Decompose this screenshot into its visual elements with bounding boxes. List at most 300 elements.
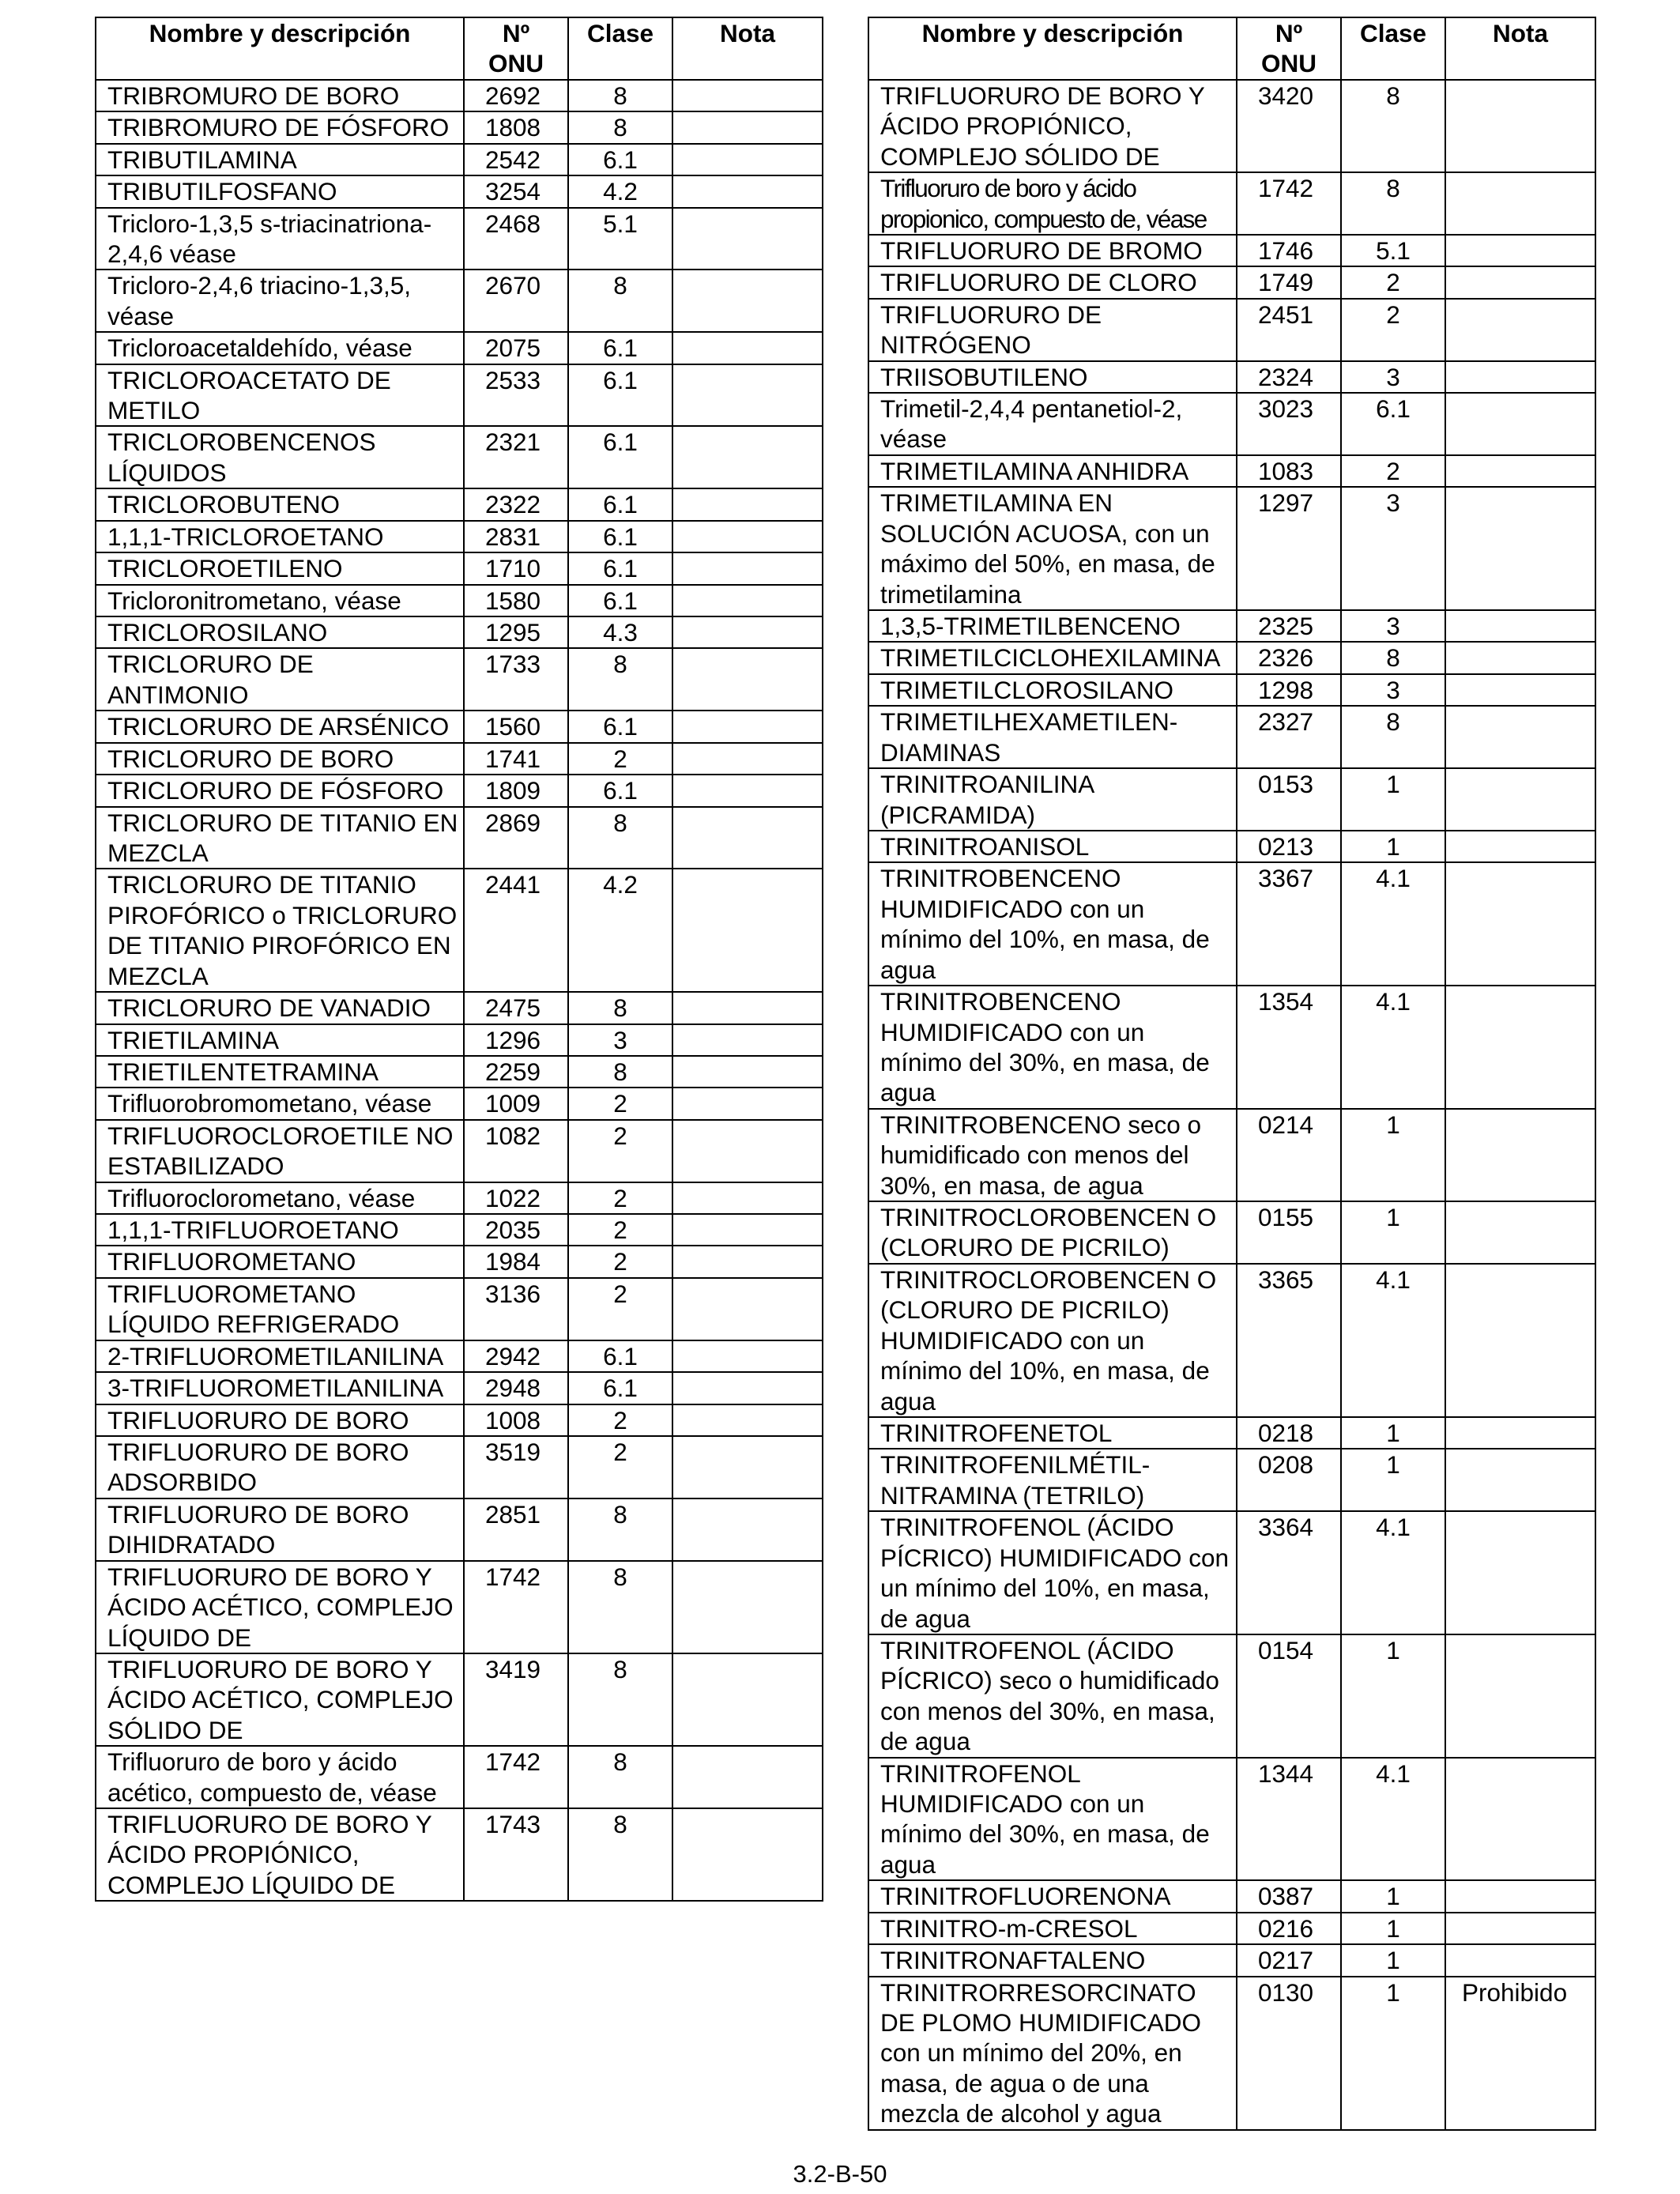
note-cell xyxy=(672,80,823,111)
header-nota: Nota xyxy=(672,17,823,80)
table-row xyxy=(96,1056,823,1088)
un-number-cell: 0153 xyxy=(1237,768,1341,831)
table-row xyxy=(868,80,1595,172)
un-number-cell: 2948 xyxy=(464,1372,568,1404)
hazard-class-cell: 1 xyxy=(1341,1201,1445,1264)
un-number-cell: 2692 xyxy=(464,80,568,111)
note-cell xyxy=(672,1561,823,1653)
substance-name-cell: TRIMETILCICLOHEXILAMINA xyxy=(868,642,1237,673)
table-row xyxy=(868,1634,1595,1758)
substance-name-cell: TRINITRONAFTALENO xyxy=(868,1944,1237,1976)
substance-name-cell: TRINITROFLUORENONA xyxy=(868,1880,1237,1912)
hazard-class-cell: 3 xyxy=(1341,674,1445,706)
un-number-cell: 2321 xyxy=(464,426,568,488)
table-row xyxy=(868,862,1595,986)
table-row xyxy=(868,610,1595,642)
hazard-class-cell: 3 xyxy=(568,1024,672,1056)
substance-name-cell: TRIFLUORURO DE BORO xyxy=(96,1404,464,1436)
table-header-row xyxy=(96,17,823,80)
table-row xyxy=(96,80,823,111)
un-number-cell: 1742 xyxy=(464,1561,568,1653)
note-cell xyxy=(1445,1417,1595,1449)
table-row xyxy=(868,1758,1595,1881)
un-number-cell: 0217 xyxy=(1237,1944,1341,1976)
hazard-class-cell: 1 xyxy=(1341,1977,1445,2130)
un-number-cell: 2475 xyxy=(464,992,568,1023)
hazard-class-cell: 6.1 xyxy=(568,364,672,427)
note-cell xyxy=(672,1498,823,1561)
note-cell xyxy=(672,111,823,143)
table-row xyxy=(96,616,823,648)
table-header-row xyxy=(868,17,1595,80)
table-row xyxy=(868,1511,1595,1634)
table-row xyxy=(868,986,1595,1109)
un-number-cell: 2468 xyxy=(464,208,568,270)
substance-name-cell: TRINITROFENOL (ÁCIDO PÍCRICO) seco o humidificado con menos del 30%, en masa, de agua xyxy=(868,1634,1237,1758)
note-cell xyxy=(672,208,823,270)
un-number-cell: 1354 xyxy=(1237,986,1341,1109)
substance-name-cell: Tricloro-2,4,6 triacino-1,3,5, véase xyxy=(96,270,464,332)
table-row xyxy=(868,1944,1595,1976)
un-number-cell: 1295 xyxy=(464,616,568,648)
un-number-cell: 1009 xyxy=(464,1088,568,1119)
table-row xyxy=(96,1746,823,1808)
table-row xyxy=(96,869,823,992)
hazard-class-cell: 4.2 xyxy=(568,869,672,992)
un-number-cell: 0213 xyxy=(1237,831,1341,862)
substance-name-cell: TRIFLUORURO DE BROMO xyxy=(868,235,1237,266)
substance-name-cell: TRINITROANILINA (PICRAMIDA) xyxy=(868,768,1237,831)
note-cell xyxy=(1445,986,1595,1109)
table-row xyxy=(868,172,1595,235)
note-cell xyxy=(1445,487,1595,610)
hazard-class-cell: 4.2 xyxy=(568,175,672,207)
table-row xyxy=(96,585,823,616)
substance-name-cell: TRINITRO-m-CRESOL xyxy=(868,1913,1237,1944)
substance-name-cell: TRIFLUOROCLOROETILE NO ESTABILIZADO xyxy=(96,1120,464,1182)
table-row xyxy=(868,455,1595,487)
note-cell xyxy=(1445,455,1595,487)
note-cell xyxy=(672,1404,823,1436)
substance-name-cell: Tricloronitrometano, véase xyxy=(96,585,464,616)
un-number-cell: 1022 xyxy=(464,1182,568,1214)
hazard-class-cell: 1 xyxy=(1341,1109,1445,1201)
substance-name-cell: TRINITROCLOROBENCEN O (CLORURO DE PICRILO) xyxy=(868,1201,1237,1264)
table-row xyxy=(96,332,823,364)
substance-name-cell: TRIISOBUTILENO xyxy=(868,361,1237,393)
table-row xyxy=(96,711,823,742)
substance-name-cell: TRIFLUORURO DE CLORO xyxy=(868,266,1237,298)
note-cell xyxy=(672,1024,823,1056)
un-number-cell: 2326 xyxy=(1237,642,1341,673)
substance-name-cell: Trifluoruro de boro y ácido propionico, compuesto de, véase xyxy=(868,172,1237,235)
substance-name-cell: TRICLORURO DE ANTIMONIO xyxy=(96,648,464,711)
un-number-cell: 2533 xyxy=(464,364,568,427)
hazard-class-cell: 1 xyxy=(1341,1417,1445,1449)
table-row xyxy=(868,266,1595,298)
table-row xyxy=(868,299,1595,361)
un-number-cell: 3136 xyxy=(464,1278,568,1340)
note-cell xyxy=(1445,862,1595,986)
note-cell xyxy=(672,1088,823,1119)
substance-name-cell: TRICLOROBENCENOS LÍQUIDOS xyxy=(96,426,464,488)
hazard-class-cell: 8 xyxy=(1341,706,1445,768)
hazard-class-cell: 2 xyxy=(568,1088,672,1119)
un-number-cell: 1984 xyxy=(464,1246,568,1277)
hazard-class-cell: 3 xyxy=(1341,361,1445,393)
substance-name-cell: TRICLORURO DE TITANIO EN MEZCLA xyxy=(96,807,464,869)
substance-name-cell: TRINITROFENOL (ÁCIDO PÍCRICO) HUMIDIFICADO con un mínimo del 10%, en masa, de agua xyxy=(868,1511,1237,1634)
substance-name-cell: TRIFLUORURO DE BORO ADSORBIDO xyxy=(96,1436,464,1498)
note-cell xyxy=(1445,299,1595,361)
hazard-class-cell: 4.3 xyxy=(568,616,672,648)
hazard-class-cell: 2 xyxy=(1341,455,1445,487)
note-cell xyxy=(1445,1634,1595,1758)
hazard-class-cell: 6.1 xyxy=(568,488,672,520)
table-row xyxy=(96,743,823,775)
hazard-class-cell: 8 xyxy=(568,1653,672,1746)
substance-name-cell: 1,1,1-TRICLOROETANO xyxy=(96,521,464,552)
note-cell xyxy=(672,552,823,584)
note-cell xyxy=(672,521,823,552)
un-number-cell: 1082 xyxy=(464,1120,568,1182)
note-cell xyxy=(672,585,823,616)
note-cell xyxy=(1445,361,1595,393)
substance-name-cell: TRIMETILAMINA ANHIDRA xyxy=(868,455,1237,487)
table-row xyxy=(96,111,823,143)
substance-name-cell: TRIFLUOROMETANO LÍQUIDO REFRIGERADO xyxy=(96,1278,464,1340)
hazard-class-cell: 6.1 xyxy=(568,711,672,742)
substance-name-cell: TRIFLUORURO DE NITRÓGENO xyxy=(868,299,1237,361)
note-cell xyxy=(672,332,823,364)
un-number-cell: 1083 xyxy=(1237,455,1341,487)
note-cell xyxy=(672,1278,823,1340)
table-row xyxy=(96,648,823,711)
table-row xyxy=(96,1498,823,1561)
table-row xyxy=(96,552,823,584)
note-cell xyxy=(1445,1944,1595,1976)
note-cell xyxy=(672,1120,823,1182)
header-onu: Nº ONU xyxy=(464,17,568,80)
hazard-class-cell: 4.1 xyxy=(1341,1758,1445,1881)
substance-name-cell: TRIBUTILAMINA xyxy=(96,144,464,175)
hazard-class-cell: 3 xyxy=(1341,487,1445,610)
hazard-class-cell: 2 xyxy=(1341,299,1445,361)
hazard-class-cell: 8 xyxy=(568,111,672,143)
substance-name-cell: TRICLORURO DE ARSÉNICO xyxy=(96,711,464,742)
header-clase: Clase xyxy=(1341,17,1445,80)
substance-name-cell: 1,3,5-TRIMETILBENCENO xyxy=(868,610,1237,642)
un-number-cell: 3419 xyxy=(464,1653,568,1746)
note-cell xyxy=(672,1808,823,1901)
table-row xyxy=(868,706,1595,768)
hazard-class-cell: 1 xyxy=(1341,1449,1445,1511)
note-cell xyxy=(672,1653,823,1746)
hazard-class-cell: 6.1 xyxy=(568,1372,672,1404)
un-number-cell: 1808 xyxy=(464,111,568,143)
substance-name-cell: TRICLOROETILENO xyxy=(96,552,464,584)
note-cell xyxy=(1445,1880,1595,1912)
un-number-cell: 2851 xyxy=(464,1498,568,1561)
note-cell xyxy=(672,743,823,775)
un-number-cell: 3364 xyxy=(1237,1511,1341,1634)
table-row xyxy=(868,393,1595,455)
substance-name-cell: Tricloro-1,3,5 s-triacinatriona-2,4,6 véase xyxy=(96,208,464,270)
substance-name-cell: 2-TRIFLUOROMETILANILINA xyxy=(96,1340,464,1372)
note-cell xyxy=(672,1372,823,1404)
un-number-cell: 2324 xyxy=(1237,361,1341,393)
note-cell xyxy=(672,1182,823,1214)
substance-name-cell: TRICLOROBUTENO xyxy=(96,488,464,520)
hazard-class-cell: 6.1 xyxy=(568,552,672,584)
un-number-cell: 1809 xyxy=(464,775,568,806)
substance-name-cell: TRIFLUORURO DE BORO DIHIDRATADO xyxy=(96,1498,464,1561)
note-cell xyxy=(672,711,823,742)
un-number-cell: 3519 xyxy=(464,1436,568,1498)
hazard-class-cell: 6.1 xyxy=(568,585,672,616)
hazard-class-cell: 8 xyxy=(568,270,672,332)
un-number-cell: 0218 xyxy=(1237,1417,1341,1449)
hazard-class-cell: 2 xyxy=(1341,266,1445,298)
header-onu: Nº ONU xyxy=(1237,17,1341,80)
hazard-class-cell: 6.1 xyxy=(568,332,672,364)
table-row xyxy=(96,175,823,207)
hazard-class-cell: 2 xyxy=(568,1404,672,1436)
table-row xyxy=(868,674,1595,706)
hazard-class-cell: 2 xyxy=(568,1182,672,1214)
un-number-cell: 2451 xyxy=(1237,299,1341,361)
note-cell xyxy=(1445,1913,1595,1944)
note-cell xyxy=(1445,1264,1595,1417)
note-cell xyxy=(672,648,823,711)
hazard-class-cell: 1 xyxy=(1341,1944,1445,1976)
hazard-class-cell: 6.1 xyxy=(568,521,672,552)
substance-name-cell: TRIETILENTETRAMINA xyxy=(96,1056,464,1088)
note-cell xyxy=(672,1214,823,1246)
substance-name-cell: TRINITROCLOROBENCEN O (CLORURO DE PICRILO) HUMIDIFICADO con un mínimo del 10%, en masa, de agua xyxy=(868,1264,1237,1417)
hazard-class-cell: 8 xyxy=(1341,172,1445,235)
note-cell xyxy=(672,807,823,869)
table-row xyxy=(868,1201,1595,1264)
hazard-class-cell: 5.1 xyxy=(568,208,672,270)
un-number-cell: 1733 xyxy=(464,648,568,711)
hazard-class-cell: 8 xyxy=(568,1498,672,1561)
table-row xyxy=(868,1417,1595,1449)
table-row xyxy=(96,1246,823,1277)
hazard-class-cell: 8 xyxy=(1341,642,1445,673)
un-number-cell: 0155 xyxy=(1237,1201,1341,1264)
hazard-class-cell: 2 xyxy=(568,1120,672,1182)
note-cell xyxy=(1445,266,1595,298)
substance-name-cell: TRICLOROSILANO xyxy=(96,616,464,648)
table-row xyxy=(96,992,823,1023)
un-number-cell: 1560 xyxy=(464,711,568,742)
note-cell xyxy=(672,1056,823,1088)
un-number-cell: 1296 xyxy=(464,1024,568,1056)
dangerous-goods-table-left xyxy=(95,17,823,1902)
un-number-cell: 1580 xyxy=(464,585,568,616)
substance-name-cell: 3-TRIFLUOROMETILANILINA xyxy=(96,1372,464,1404)
table-row xyxy=(96,270,823,332)
table-row xyxy=(868,1449,1595,1511)
table-row xyxy=(96,521,823,552)
un-number-cell: 0216 xyxy=(1237,1913,1341,1944)
substance-name-cell: Trimetil-2,4,4 pentanetiol-2, véase xyxy=(868,393,1237,455)
note-cell xyxy=(1445,1109,1595,1201)
substance-name-cell: TRIFLUOROMETANO xyxy=(96,1246,464,1277)
hazard-class-cell: 5.1 xyxy=(1341,235,1445,266)
hazard-class-cell: 2 xyxy=(568,1246,672,1277)
hazard-class-cell: 8 xyxy=(568,648,672,711)
hazard-class-cell: 2 xyxy=(568,1214,672,1246)
hazard-class-cell: 4.1 xyxy=(1341,1264,1445,1417)
substance-name-cell: TRINITRORRESORCINATO DE PLOMO HUMIDIFICADO con un mínimo del 20%, en masa, de agua o de una mezcla de alcohol y agua xyxy=(868,1977,1237,2130)
table-row xyxy=(96,1024,823,1056)
note-cell xyxy=(1445,1201,1595,1264)
table-row xyxy=(96,208,823,270)
un-number-cell: 2075 xyxy=(464,332,568,364)
note-cell xyxy=(672,869,823,992)
header-nombre: Nombre y descripción xyxy=(868,17,1237,80)
note-cell xyxy=(672,616,823,648)
hazard-class-cell: 6.1 xyxy=(568,1340,672,1372)
hazard-class-cell: 1 xyxy=(1341,1880,1445,1912)
un-number-cell: 2327 xyxy=(1237,706,1341,768)
un-number-cell: 2325 xyxy=(1237,610,1341,642)
un-number-cell: 3365 xyxy=(1237,1264,1341,1417)
note-cell xyxy=(672,1436,823,1498)
hazard-class-cell: 8 xyxy=(568,992,672,1023)
substance-name-cell: TRINITROBENCENO HUMIDIFICADO con un mínimo del 30%, en masa, de agua xyxy=(868,986,1237,1109)
hazard-class-cell: 2 xyxy=(568,1278,672,1340)
note-cell xyxy=(672,1246,823,1277)
note-cell xyxy=(1445,642,1595,673)
substance-name-cell: TRIMETILHEXAMETILEN-DIAMINAS xyxy=(868,706,1237,768)
hazard-class-cell: 6.1 xyxy=(568,144,672,175)
substance-name-cell: TRINITROBENCENO HUMIDIFICADO con un mínimo del 10%, en masa, de agua xyxy=(868,862,1237,986)
substance-name-cell: TRIBROMURO DE BORO xyxy=(96,80,464,111)
substance-name-cell: TRIBROMURO DE FÓSFORO xyxy=(96,111,464,143)
table-row xyxy=(96,426,823,488)
note-cell xyxy=(672,426,823,488)
un-number-cell: 0214 xyxy=(1237,1109,1341,1201)
hazard-class-cell: 6.1 xyxy=(1341,393,1445,455)
note-cell xyxy=(1445,1511,1595,1634)
note-cell xyxy=(1445,610,1595,642)
substance-name-cell: TRICLORURO DE FÓSFORO xyxy=(96,775,464,806)
un-number-cell: 2322 xyxy=(464,488,568,520)
substance-name-cell: Trifluoroclorometano, véase xyxy=(96,1182,464,1214)
hazard-class-cell: 3 xyxy=(1341,610,1445,642)
note-cell xyxy=(672,488,823,520)
table-row xyxy=(96,775,823,806)
un-number-cell: 3023 xyxy=(1237,393,1341,455)
hazard-class-cell: 6.1 xyxy=(568,775,672,806)
substance-name-cell: TRIBUTILFOSFANO xyxy=(96,175,464,207)
table-row xyxy=(96,1808,823,1901)
table-row xyxy=(868,1977,1595,2130)
substance-name-cell: TRIETILAMINA xyxy=(96,1024,464,1056)
table-row xyxy=(96,1653,823,1746)
table-row xyxy=(96,1561,823,1653)
substance-name-cell: TRIFLUORURO DE BORO Y ÁCIDO PROPIÓNICO, COMPLEJO SÓLIDO DE xyxy=(868,80,1237,172)
hazard-class-cell: 1 xyxy=(1341,831,1445,862)
note-cell xyxy=(672,175,823,207)
hazard-class-cell: 8 xyxy=(568,1561,672,1653)
hazard-class-cell: 2 xyxy=(568,743,672,775)
table-row xyxy=(96,1278,823,1340)
table-row xyxy=(96,1088,823,1119)
un-number-cell: 3367 xyxy=(1237,862,1341,986)
un-number-cell: 3254 xyxy=(464,175,568,207)
un-number-cell: 2542 xyxy=(464,144,568,175)
note-cell: Prohibido xyxy=(1445,1977,1595,2130)
substance-name-cell: TRINITROFENILMÉTIL-NITRAMINA (TETRILO) xyxy=(868,1449,1237,1511)
page-number: 3.2-B-50 xyxy=(793,2160,887,2188)
note-cell xyxy=(1445,831,1595,862)
table-row xyxy=(96,807,823,869)
un-number-cell: 1749 xyxy=(1237,266,1341,298)
table-row xyxy=(868,1264,1595,1417)
note-cell xyxy=(672,775,823,806)
table-row xyxy=(96,1340,823,1372)
table-row xyxy=(96,1404,823,1436)
note-cell xyxy=(1445,1449,1595,1511)
note-cell xyxy=(672,364,823,427)
hazard-class-cell: 8 xyxy=(568,1746,672,1808)
hazard-class-cell: 4.1 xyxy=(1341,862,1445,986)
note-cell xyxy=(1445,393,1595,455)
substance-name-cell: TRIFLUORURO DE BORO Y ÁCIDO PROPIÓNICO, COMPLEJO LÍQUIDO DE xyxy=(96,1808,464,1901)
un-number-cell: 1710 xyxy=(464,552,568,584)
table-row xyxy=(96,1436,823,1498)
hazard-class-cell: 4.1 xyxy=(1341,1511,1445,1634)
substance-name-cell: TRICLORURO DE TITANIO PIROFÓRICO o TRICLORURO DE TITANIO PIROFÓRICO EN MEZCLA xyxy=(96,869,464,992)
un-number-cell: 0387 xyxy=(1237,1880,1341,1912)
substance-name-cell: Trifluorobromometano, véase xyxy=(96,1088,464,1119)
substance-name-cell: TRINITROFENETOL xyxy=(868,1417,1237,1449)
substance-name-cell: TRINITROANISOL xyxy=(868,831,1237,862)
note-cell xyxy=(672,270,823,332)
un-number-cell: 0130 xyxy=(1237,1977,1341,2130)
un-number-cell: 2670 xyxy=(464,270,568,332)
table-row xyxy=(96,364,823,427)
substance-name-cell: Tricloroacetaldehído, véase xyxy=(96,332,464,364)
hazard-class-cell: 1 xyxy=(1341,1913,1445,1944)
un-number-cell: 1742 xyxy=(464,1746,568,1808)
un-number-cell: 2035 xyxy=(464,1214,568,1246)
un-number-cell: 0208 xyxy=(1237,1449,1341,1511)
table-row xyxy=(868,1913,1595,1944)
substance-name-cell: TRICLORURO DE BORO xyxy=(96,743,464,775)
note-cell xyxy=(1445,172,1595,235)
substance-name-cell: TRINITROFENOL HUMIDIFICADO con un mínimo del 30%, en masa, de agua xyxy=(868,1758,1237,1881)
un-number-cell: 1344 xyxy=(1237,1758,1341,1881)
substance-name-cell: TRIMETILAMINA EN SOLUCIÓN ACUOSA, con un máximo del 50%, en masa, de trimetilamina xyxy=(868,487,1237,610)
note-cell xyxy=(1445,1758,1595,1881)
table-row xyxy=(868,1880,1595,1912)
substance-name-cell: 1,1,1-TRIFLUOROETANO xyxy=(96,1214,464,1246)
table-row xyxy=(96,144,823,175)
header-nota: Nota xyxy=(1445,17,1595,80)
un-number-cell: 2942 xyxy=(464,1340,568,1372)
substance-name-cell: TRINITROBENCENO seco o humidificado con menos del 30%, en masa, de agua xyxy=(868,1109,1237,1201)
substance-name-cell: TRICLORURO DE VANADIO xyxy=(96,992,464,1023)
un-number-cell: 1743 xyxy=(464,1808,568,1901)
substance-name-cell: TRIFLUORURO DE BORO Y ÁCIDO ACÉTICO, COMPLEJO LÍQUIDO DE xyxy=(96,1561,464,1653)
un-number-cell: 0154 xyxy=(1237,1634,1341,1758)
un-number-cell: 3420 xyxy=(1237,80,1341,172)
